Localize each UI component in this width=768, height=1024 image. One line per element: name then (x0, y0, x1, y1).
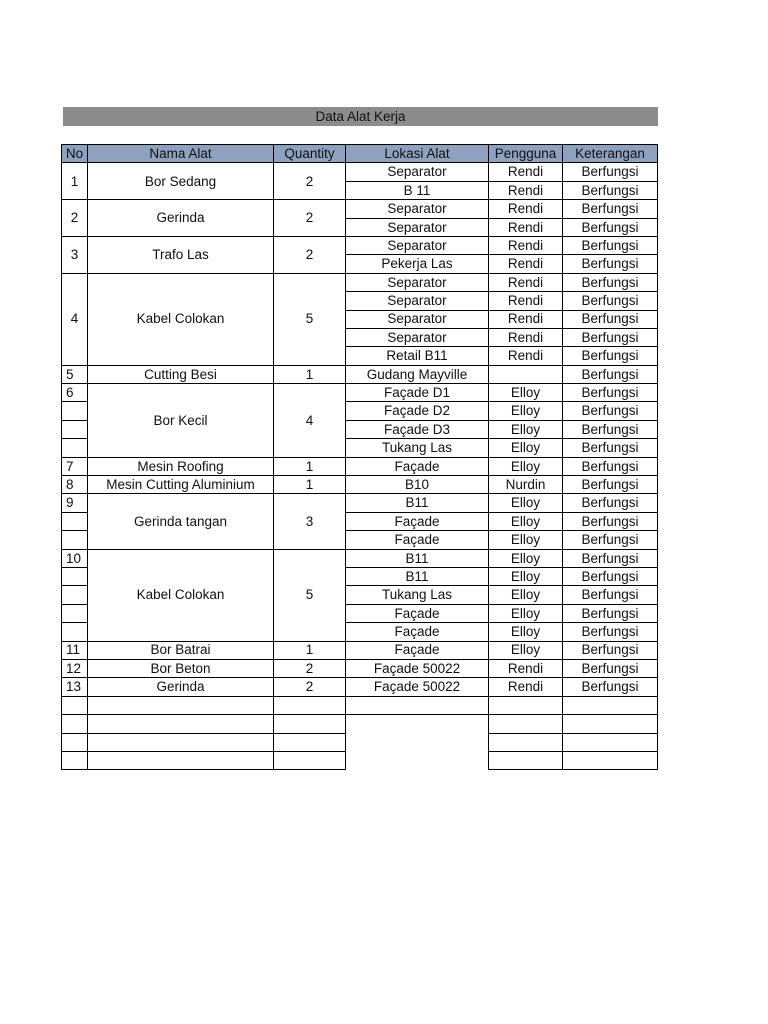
tool-table (62, 144, 658, 769)
cell-keterangan: Berfungsi (562, 493, 658, 512)
empty-cell (61, 751, 88, 770)
cell-quantity: 5 (273, 549, 346, 642)
cell-no: 13 (61, 677, 88, 696)
empty-cell (273, 696, 346, 715)
cell-pengguna: Rendi (488, 328, 563, 347)
cell-pengguna: Rendi (488, 346, 563, 365)
cell-pengguna: Rendi (488, 273, 563, 292)
cell-nama-alat: Mesin Roofing (87, 457, 274, 476)
cell-no: 11 (61, 641, 88, 660)
cell-pengguna: Elloy (488, 530, 563, 549)
cell-keterangan: Berfungsi (562, 677, 658, 696)
cell-no-empty (61, 512, 88, 531)
cell-lokasi: Façade (345, 604, 489, 623)
cell-lokasi: B11 (345, 549, 489, 568)
cell-pengguna: Rendi (488, 162, 563, 181)
cell-keterangan: Berfungsi (562, 236, 658, 255)
cell-no: 12 (61, 659, 88, 678)
cell-lokasi: Façade 50022 (345, 659, 489, 678)
cell-no: 8 (61, 475, 88, 494)
empty-cell (488, 751, 563, 770)
cell-keterangan: Berfungsi (562, 549, 658, 568)
cell-pengguna: Rendi (488, 181, 563, 200)
cell-keterangan: Berfungsi (562, 457, 658, 476)
cell-keterangan: Berfungsi (562, 567, 658, 586)
cell-quantity: 1 (273, 475, 346, 494)
cell-no: 2 (61, 199, 88, 237)
cell-lokasi: Separator (345, 218, 489, 237)
empty-cell (61, 696, 88, 715)
cell-keterangan: Berfungsi (562, 383, 658, 402)
cell-lokasi: Separator (345, 291, 489, 310)
cell-keterangan: Berfungsi (562, 181, 658, 200)
cell-nama-alat: Gerinda tangan (87, 493, 274, 549)
cell-nama-alat: Mesin Cutting Aluminium (87, 475, 274, 494)
cell-lokasi: Façade (345, 530, 489, 549)
cell-no: 1 (61, 162, 88, 200)
cell-keterangan: Berfungsi (562, 273, 658, 292)
header-lokasi-alat: Lokasi Alat (345, 144, 489, 163)
cell-pengguna: Rendi (488, 659, 563, 678)
cell-no: 5 (61, 365, 88, 384)
cell-pengguna: Elloy (488, 622, 563, 641)
empty-cell (562, 733, 658, 752)
cell-keterangan: Berfungsi (562, 162, 658, 181)
cell-nama-alat: Bor Beton (87, 659, 274, 678)
cell-pengguna: Elloy (488, 457, 563, 476)
cell-pengguna: Nurdin (488, 475, 563, 494)
empty-cell (273, 733, 346, 752)
cell-nama-alat: Bor Batrai (87, 641, 274, 660)
cell-keterangan: Berfungsi (562, 420, 658, 439)
cell-nama-alat: Cutting Besi (87, 365, 274, 384)
empty-cell (345, 696, 489, 715)
cell-lokasi: Separator (345, 310, 489, 329)
cell-lokasi: Separator (345, 199, 489, 218)
cell-pengguna: Elloy (488, 512, 563, 531)
cell-lokasi: Separator (345, 273, 489, 292)
cell-lokasi: Façade D3 (345, 420, 489, 439)
cell-no: 6 (61, 383, 88, 402)
cell-lokasi: Façade (345, 512, 489, 531)
cell-pengguna: Rendi (488, 236, 563, 255)
cell-pengguna: Elloy (488, 567, 563, 586)
cell-lokasi: Tukang Las (345, 585, 489, 604)
cell-no-empty (61, 604, 88, 623)
cell-pengguna: Rendi (488, 677, 563, 696)
cell-pengguna: Rendi (488, 291, 563, 310)
cell-pengguna: Elloy (488, 604, 563, 623)
cell-pengguna: Rendi (488, 254, 563, 273)
cell-no-empty (61, 401, 88, 420)
cell-lokasi: B11 (345, 567, 489, 586)
cell-lokasi: B 11 (345, 181, 489, 200)
cell-keterangan: Berfungsi (562, 530, 658, 549)
cell-nama-alat: Bor Kecil (87, 383, 274, 458)
cell-quantity: 2 (273, 236, 346, 274)
empty-cell (87, 733, 274, 752)
cell-quantity: 2 (273, 659, 346, 678)
cell-lokasi: Retail B11 (345, 346, 489, 365)
header-keterangan: Keterangan (562, 144, 658, 163)
cell-quantity: 2 (273, 162, 346, 200)
cell-pengguna: Elloy (488, 438, 563, 457)
header-pengguna: Pengguna (488, 144, 563, 163)
cell-nama-alat: Gerinda (87, 199, 274, 237)
cell-nama-alat: Bor Sedang (87, 162, 274, 200)
cell-keterangan: Berfungsi (562, 659, 658, 678)
cell-keterangan: Berfungsi (562, 604, 658, 623)
cell-nama-alat: Kabel Colokan (87, 549, 274, 642)
cell-quantity: 2 (273, 677, 346, 696)
cell-nama-alat: Gerinda (87, 677, 274, 696)
empty-cell (488, 733, 563, 752)
cell-keterangan: Berfungsi (562, 585, 658, 604)
empty-cell (562, 696, 658, 715)
cell-no: 3 (61, 236, 88, 274)
cell-no-empty (61, 622, 88, 641)
cell-pengguna (488, 365, 563, 384)
empty-cell (488, 714, 563, 733)
cell-lokasi: Gudang Mayville (345, 365, 489, 384)
cell-pengguna: Rendi (488, 218, 563, 237)
cell-keterangan: Berfungsi (562, 346, 658, 365)
cell-pengguna: Elloy (488, 585, 563, 604)
cell-pengguna: Elloy (488, 549, 563, 568)
cell-keterangan: Berfungsi (562, 328, 658, 347)
cell-no: 10 (61, 549, 88, 568)
cell-quantity: 5 (273, 273, 346, 366)
empty-cell (87, 751, 274, 770)
cell-lokasi: Tukang Las (345, 438, 489, 457)
cell-pengguna: Elloy (488, 641, 563, 660)
empty-cell (61, 733, 88, 752)
cell-no-empty (61, 585, 88, 604)
empty-cell (488, 696, 563, 715)
header-nama-alat: Nama Alat (87, 144, 274, 163)
cell-keterangan: Berfungsi (562, 622, 658, 641)
cell-pengguna: Elloy (488, 383, 563, 402)
empty-cell (562, 751, 658, 770)
cell-quantity: 2 (273, 199, 346, 237)
cell-pengguna: Rendi (488, 310, 563, 329)
cell-pengguna: Elloy (488, 401, 563, 420)
cell-quantity: 3 (273, 493, 346, 549)
cell-lokasi: Separator (345, 328, 489, 347)
cell-keterangan: Berfungsi (562, 512, 658, 531)
cell-lokasi: Façade 50022 (345, 677, 489, 696)
table-title: Data Alat Kerja (63, 107, 658, 126)
header-quantity: Quantity (273, 144, 346, 163)
cell-lokasi: Façade (345, 457, 489, 476)
cell-lokasi: Façade D2 (345, 401, 489, 420)
cell-lokasi: Façade (345, 622, 489, 641)
cell-lokasi: Separator (345, 236, 489, 255)
cell-no: 4 (61, 273, 88, 366)
cell-lokasi: Façade (345, 641, 489, 660)
cell-keterangan: Berfungsi (562, 291, 658, 310)
cell-lokasi: Pekerja Las (345, 254, 489, 273)
cell-no-empty (61, 438, 88, 457)
cell-pengguna: Elloy (488, 493, 563, 512)
empty-cell (273, 714, 346, 733)
cell-lokasi: B11 (345, 493, 489, 512)
cell-quantity: 1 (273, 641, 346, 660)
cell-keterangan: Berfungsi (562, 641, 658, 660)
cell-no-empty (61, 530, 88, 549)
cell-keterangan: Berfungsi (562, 254, 658, 273)
cell-no: 7 (61, 457, 88, 476)
header-no: No (61, 144, 88, 163)
cell-keterangan: Berfungsi (562, 438, 658, 457)
cell-pengguna: Rendi (488, 199, 563, 218)
cell-lokasi: Façade D1 (345, 383, 489, 402)
cell-keterangan: Berfungsi (562, 475, 658, 494)
cell-quantity: 4 (273, 383, 346, 458)
cell-keterangan: Berfungsi (562, 310, 658, 329)
cell-lokasi: B10 (345, 475, 489, 494)
cell-keterangan: Berfungsi (562, 401, 658, 420)
cell-no: 9 (61, 493, 88, 512)
cell-no-empty (61, 567, 88, 586)
empty-cell (61, 714, 88, 733)
cell-quantity: 1 (273, 365, 346, 384)
cell-lokasi: Separator (345, 162, 489, 181)
empty-cell (273, 751, 346, 770)
empty-cell (562, 714, 658, 733)
cell-no-empty (61, 420, 88, 439)
cell-pengguna: Elloy (488, 420, 563, 439)
cell-nama-alat: Kabel Colokan (87, 273, 274, 366)
cell-nama-alat: Trafo Las (87, 236, 274, 274)
cell-keterangan: Berfungsi (562, 199, 658, 218)
empty-cell (87, 714, 274, 733)
cell-keterangan: Berfungsi (562, 365, 658, 384)
cell-keterangan: Berfungsi (562, 218, 658, 237)
cell-quantity: 1 (273, 457, 346, 476)
empty-cell (87, 696, 274, 715)
